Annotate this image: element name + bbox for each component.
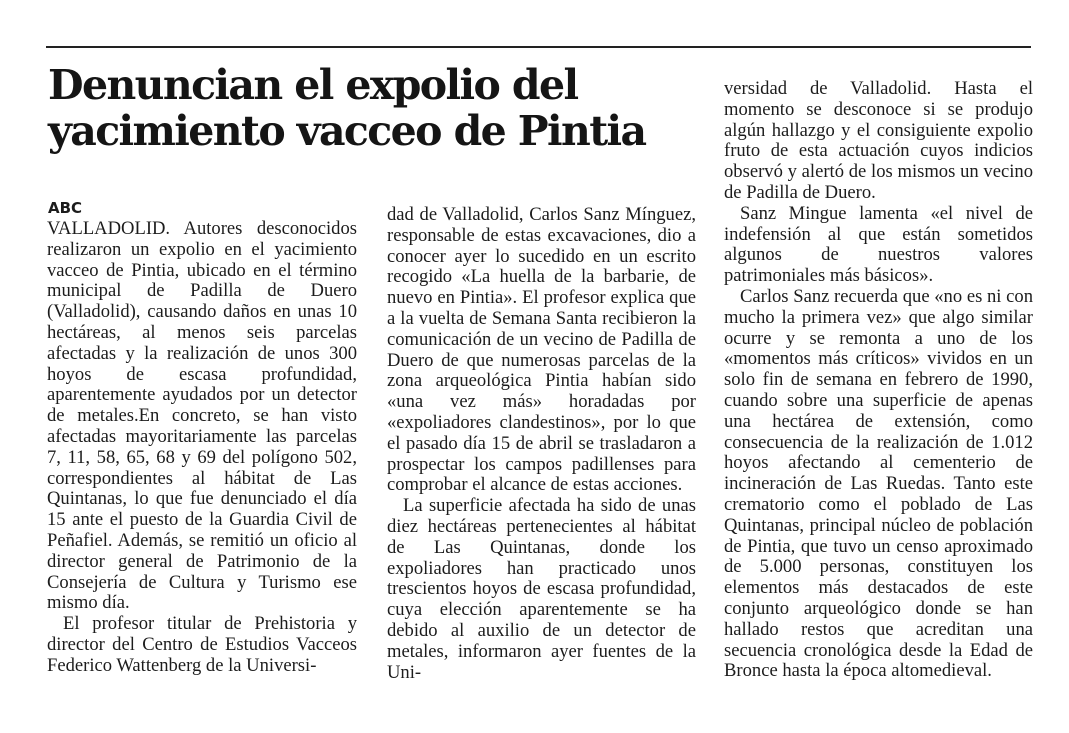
- headline: [48, 62, 698, 154]
- paragraph: versidad de Valladolid. Hasta el momento se desconoce si se produjo algún hallazgo y el consiguiente expolio fruto de esta actuación cuyos indicios observó y alertó de los mismos un vecino de Padilla de Duero.: [724, 78, 1033, 203]
- paragraph: dad de Valladolid, Carlos Sanz Mínguez, responsable de estas excavaciones, dio a conocer ayer lo sucedido en un escrito recogido «La huella de la barbarie, de nuevo en Pintia». El profesor explica que a la vuelta de Semana Santa recibieron la comunicación de un vecino de Padilla de Duero de que numerosas parcelas de la zona arqueológica Pintia habían sido «una vez más» horadadas por «expoliadores clandestinos», por lo que el pasado día 15 de abril se trasladaron a prospectar los campos padillenses para comprobar el alcance de estas acciones.: [387, 204, 696, 496]
- paragraph: Sanz Mingue lamenta «el nivel de indefensión al que están sometidos algunos de nuestros valores patrimoniales más básicos».: [724, 202, 1033, 287]
- article-column-2: [387, 205, 696, 683]
- paragraph: Carlos Sanz recuerda que «no es ni con mucho la primera vez» que algo similar ocurre y se remonta a uno de los «momentos más críticos» vividos en un solo fin de semana en febrero de 1990, cuando sobre una superficie de apenas una hectárea de extensión, como consecuencia de la realización de 1.012 hoyos afectando al cementerio de incineración de Las Ruedas. Tanto este crematorio como el poblado de Las Quintanas, principal núcleo de población de Pintia, que tuvo un censo aproximado de 5.000 personas, constituyen los elementos más destacados de este conjunto arqueológico donde se han hallado restos que acreditan una secuencia cronológica desde la Edad de Bronce hasta la época altomedieval.: [724, 285, 1033, 682]
- paragraph: La superficie afectada ha sido de unas diez hectáreas pertenecientes al hábitat de Las Quintanas, donde los expoliadores han practicado unos trescientos hoyos de escasa profundidad, cuya elección aparentemente se ha debido al auxilio de un detector de metales, informaron ayer fuentes de la Uni-: [387, 495, 696, 683]
- paragraph-text: Autores desconocidos realizaron un expolio en el yacimiento vacceo de Pintia, ubicado en el término municipal de Padilla de Duero (Valladolid), causando daños en unas 10 hectáreas, al menos seis parcelas afectadas y la realización de unos 300 hoyos de escasa profundidad, aparentemente ayudados por un detector de metales.En concreto, se han visto afectadas mayoritariamente las parcelas 7, 11, 58, 65, 68 y 69 del polígono 502, correspondientes al hábitat de Las Quintanas, lo que fue denunciado el día 15 ante el puesto de la Guardia Civil de Peñafiel. Además, se remitió un oficio al director general de Patrimonio de la Consejería de Cultura y Turismo ese mismo día.: [47, 218, 357, 614]
- article-column-1: [47, 219, 357, 677]
- dateline: VALLADOLID.: [47, 218, 171, 239]
- byline: ABC: [48, 199, 83, 217]
- article-column-3: [724, 79, 1033, 682]
- headline-line-2: yacimiento vacceo de Pintia: [48, 107, 646, 155]
- paragraph: [47, 219, 357, 614]
- headline-line-1: Denuncian el expolio del: [48, 61, 578, 109]
- top-rule: [46, 46, 1031, 48]
- paragraph: El profesor titular de Prehistoria y director del Centro de Estudios Vacceos Federico Wattenberg de la Universi-: [47, 613, 357, 676]
